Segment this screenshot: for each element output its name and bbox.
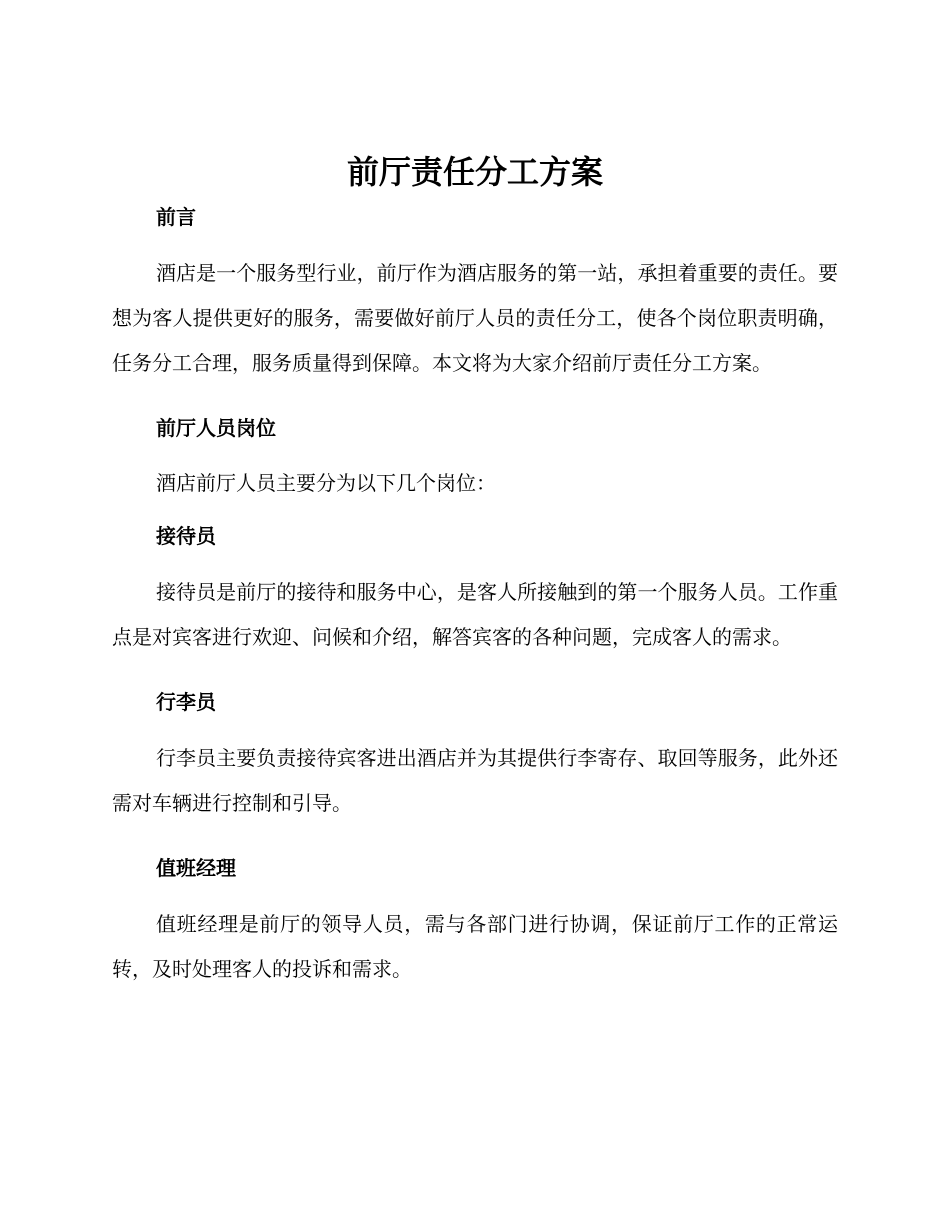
section-paragraph-receptionist: 接待员是前厅的接待和服务中心，是客人所接触到的第一个服务人员。工作重点是对宾客进行欢迎、问候和介绍，解答宾客的各种问题，完成客人的需求。 xyxy=(112,580,838,649)
document-title: 前厅责任分工方案 xyxy=(346,153,603,191)
section-paragraph-positions: 酒店前厅人员主要分为以下几个岗位： xyxy=(156,471,496,495)
section-paragraph-bellhop: 行李员主要负责接待宾客进出酒店并为其提供行李寄存、取回等服务，此外还需对车辆进行控制和引导。 xyxy=(112,746,838,815)
section-heading-receptionist: 接待员 xyxy=(156,524,216,548)
section-heading-bellhop: 行李员 xyxy=(156,690,216,714)
section-paragraph-preface: 酒店是一个服务型行业，前厅作为酒店服务的第一站，承担着重要的责任。要想为客人提供更好的服务，需要做好前厅人员的责任分工，使各个岗位职责明确，任务分工合理，服务质量得到保障。本文将为大家介绍前厅责任分工方案。 xyxy=(112,261,838,375)
section-heading-duty-manager: 值班经理 xyxy=(156,856,236,880)
section-paragraph-duty-manager: 值班经理是前厅的领导人员，需与各部门进行协调，保证前厅工作的正常运转，及时处理客人的投诉和需求。 xyxy=(112,912,838,981)
section-heading-preface: 前言 xyxy=(156,205,196,229)
section-heading-positions: 前厅人员岗位 xyxy=(156,416,276,440)
